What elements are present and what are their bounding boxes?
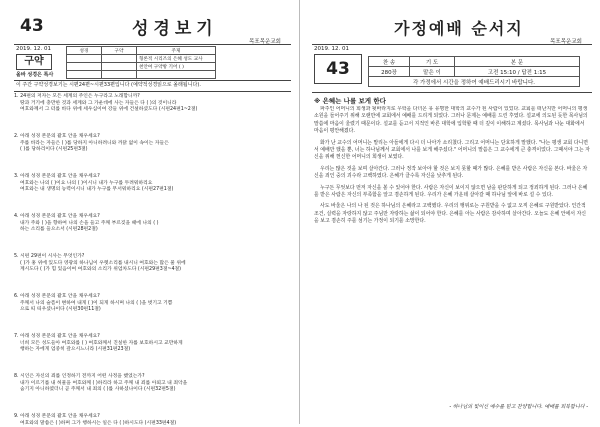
reading-header: 주제 xyxy=(137,47,216,55)
answer-line: 여호와는 내 생명의 능력이시니 내가 누구를 무서워하리요 (시편27편1절) xyxy=(20,187,174,193)
family-worship-page xyxy=(300,0,600,424)
church-name: 목포목운교회 xyxy=(550,39,582,45)
question-text: 5. 시편 29편이 시사는 무엇인가? xyxy=(14,254,85,259)
answer-line: 내가 주와 ( )을 향하여 나의 손을 들고 주께 부르짖을 때에 나의 ( ) xyxy=(20,220,159,226)
answer-line: 하는 소리를 들으소서 (시편28편2절) xyxy=(20,227,98,233)
divider xyxy=(14,44,291,45)
divider xyxy=(14,80,291,81)
answer-line: 주를 바라는 자들은 ( )를 당하지 아니하려니와 까닭 없이 속이는 자들은 xyxy=(20,140,169,146)
order-value: 280장 xyxy=(369,67,410,77)
sermon-paragraph: 화가 난 교수의 어머니는 말리는 아들에게 다시 더 나아가 소리쳤다. 그리고 어머니는 단호하게 말했다. "나는 평생 교회 다니면서 예배만 했을 뿐, 너는 하나님께서 교회에서 나를 보게 해주셨다." 어머니의 말씀은 그 교수에게 큰 충격이었다. 그때서야 그는 자신을 위해 헌신한 어머니의 희생이 보였다. xyxy=(314,139,590,161)
question-item xyxy=(14,414,291,427)
answer-line: 여호와는 나의 ( )이요 나의 ( )이시니 내가 누구를 두려워하리요 xyxy=(20,180,153,186)
answer-line: 숨기지 아니하였더니 곧 주께서 내 죄의 ( )를 사하셨나이다 (시편32편5절) xyxy=(20,387,176,393)
question-text: 9. 아래 성경 본문의 괄호 안을 채우세요? xyxy=(14,414,100,419)
sermon-paragraph: 누구든 무엇보다 먼저 자신을 볼 수 있어야 한다. 사람은 자신이 보이지 않으면 남을 판단하게 되고 정죄하게 된다. 그러나 은혜를 받은 사람은 자신의 부족함을 알고 겸손하게 된다. 우리가 은혜 가운데 살아갈 때 하나님 앞에 바로 설 수 있다. xyxy=(314,184,588,199)
question-text: 6. 아래 성경 본문의 괄호 안을 채우세요? xyxy=(14,294,100,299)
church-name: 목포목운교회 xyxy=(249,39,281,45)
answer-line: 으로 띠 띠우셨나이다 (시편30편11절) xyxy=(20,307,101,313)
question-text: 2. 아래 성경 본문의 괄호 안을 채우세요? xyxy=(14,134,100,139)
order-header: 본 문 xyxy=(454,57,579,67)
answer-line: 여호와의 말씀은 ( )하며 그가 행하시는 일은 다 ( )하시도다 (시편33편4절) xyxy=(20,420,177,426)
section-label: 구약 xyxy=(16,54,52,70)
date: 2019. 12. 01 xyxy=(314,46,349,52)
divider xyxy=(312,92,592,93)
answer-line: 행하는 자에게 엄중히 갚으시느니라 (시편31편23절) xyxy=(20,347,131,353)
reading-row: 천안여 구약방 기어 ( ) xyxy=(137,63,216,71)
closing-line: - 하나님의 빛이신 예수를 믿고 찬양합니다. 예배를 회복합니다 - xyxy=(449,404,588,410)
question-item xyxy=(14,374,291,394)
answer-line: 내가 이르기를 내 허물을 여호와께 ( )하리라 하고 주께 내 죄를 아뢰고 내 죄악을 xyxy=(20,380,188,386)
question-item xyxy=(14,254,291,274)
question-item xyxy=(14,294,291,314)
sermon-paragraph: 사도 바울은 나의 나 된 것은 하나님의 은혜라고 고백했다. 우리의 행위로는 구원받을 수 없고 오직 은혜로 구원받았다. 인간적 조건, 실력을 자랑하지 않고 주님만 자랑하는 삶이 되어야 한다. 은혜를 아는 사람은 감사하며 살아간다. 오늘도 은혜 안에서 자신을 보고 겸손히 주를 섬기는 가정이 되기를 소망한다. xyxy=(314,203,587,225)
right-header xyxy=(312,0,592,44)
sermon-paragraph: 우리는 많은 것을 보며 살아간다. 그러나 정작 보아야 할 것은 보지 못할 때가 많다. 은혜를 받은 사람은 자신을 본다. 바울은 자신을 죄인 중의 괴수라 고백하였다. 은혜가 클수록 자신을 낮추게 된다. xyxy=(314,165,588,180)
answer-line: ( )가 홍 위에 있도다 영광의 하나님이 우렛소리를 내시니 여호와는 많은 물 위에 xyxy=(20,260,186,266)
answer-line: 주께서 나의 슬픔이 변하여 내게 ( )이 되게 하시며 나의 ( )을 벗기고 기쁨 xyxy=(20,300,173,306)
issue-number: 43 xyxy=(20,16,44,36)
order-header: 찬 송 xyxy=(369,57,410,67)
answer-line: 여호와께서 그 터를 바다 위에 세우심이여 강들 위에 건설하셨도다 (시편24편1~2절) xyxy=(20,107,198,113)
page-title: 성경보기 xyxy=(132,19,218,39)
date: 2019. 12. 01 xyxy=(16,46,51,52)
left-header xyxy=(14,0,291,44)
answer-line: 땅과 거기에 충만한 것과 세계와 그 가운데에 사는 자들은 다 ( )의 것이니라 xyxy=(20,100,177,106)
reading-table xyxy=(66,46,216,79)
order-header: 기 도 xyxy=(410,57,455,67)
divider xyxy=(14,91,291,92)
answer-line: 계시도다 ( )가 힘 있음이여 여호와의 소리가 위엄차도다 (시편29편3절~4절) xyxy=(20,267,182,273)
answer-line: 너희 모든 성도들아 여호와를 ( ) 여호와께서 진실한 자를 보호하시고 교만하게 xyxy=(20,340,183,346)
question-text: 1. 24편의 저자는 모든 세계의 주인은 누구라고 노래합니까? xyxy=(14,94,140,99)
order-value: 고전 15:10 / 답전 1:15 xyxy=(454,67,579,77)
page-title: 가정예배 순서지 xyxy=(394,19,524,38)
issue-number-box: 43 xyxy=(314,54,362,84)
reading-header: 구약 xyxy=(102,47,137,55)
reading-row: 형론적 시리즈의 은혜 성도 교사 xyxy=(137,55,216,63)
question-item xyxy=(14,134,291,154)
question-text: 4. 아래 성경 본문의 괄호 안을 채우세요? xyxy=(14,214,100,219)
answer-line: ( )를 당하리이다 (시편25편3절) xyxy=(20,147,88,153)
worship-order-table xyxy=(368,56,580,87)
worship-note: 각 가정에서 시간을 정하여 예배드리시기 바랍니다. xyxy=(369,77,580,87)
divider xyxy=(312,44,592,45)
question-item xyxy=(14,174,291,194)
sermon-body xyxy=(314,106,590,398)
sermon-paragraph: 파주인 어머니의 희생과 뒷바라지로 우학을 다녀온 유 유명한 대학의 교수가 된 사람이 있었다. 교회를 떠난지만 어머니의 평생소원을 들어주기 위해 오랜만에 교회에서 예배를 드리게 되었다. 그러나 문제는 예배를 드린 후였다. 설교에 의도된 듯한 목사님의 말씀에 마음이 울렸기 때문이다. 설교를 듣고서 지적인 바른 대학에 입학할 때 더 깊이 이해하고 계셨다. 목사님과 나눈 대화에서 마음이 평안해졌다. xyxy=(314,106,588,135)
question-item xyxy=(14,214,291,234)
reading-header: 성경 xyxy=(67,47,102,55)
question-text: 7. 아래 성경 본문의 괄호 안을 채우세요? xyxy=(14,334,100,339)
question-text: 3. 아래 성경 본문의 괄호 안을 채우세요? xyxy=(14,174,100,179)
bible-reading-page xyxy=(0,0,300,424)
intro-text: 이 주간 구약성경보기는 시편24편~시편33편입니다 (예약적성경읽으로 올래됩니다). xyxy=(16,82,201,88)
question-item xyxy=(14,94,291,114)
question-item xyxy=(14,334,291,354)
order-value: 맡은 이 xyxy=(410,67,455,77)
subtitle: 올바 성경은 특사 xyxy=(16,72,54,78)
question-text: 8. 시인은 자신의 죄를 인정하기 전까지 어떤 사정을 했었는가? xyxy=(14,374,145,379)
sermon-title: ※ 은혜는 나를 보게 한다 xyxy=(314,97,386,105)
